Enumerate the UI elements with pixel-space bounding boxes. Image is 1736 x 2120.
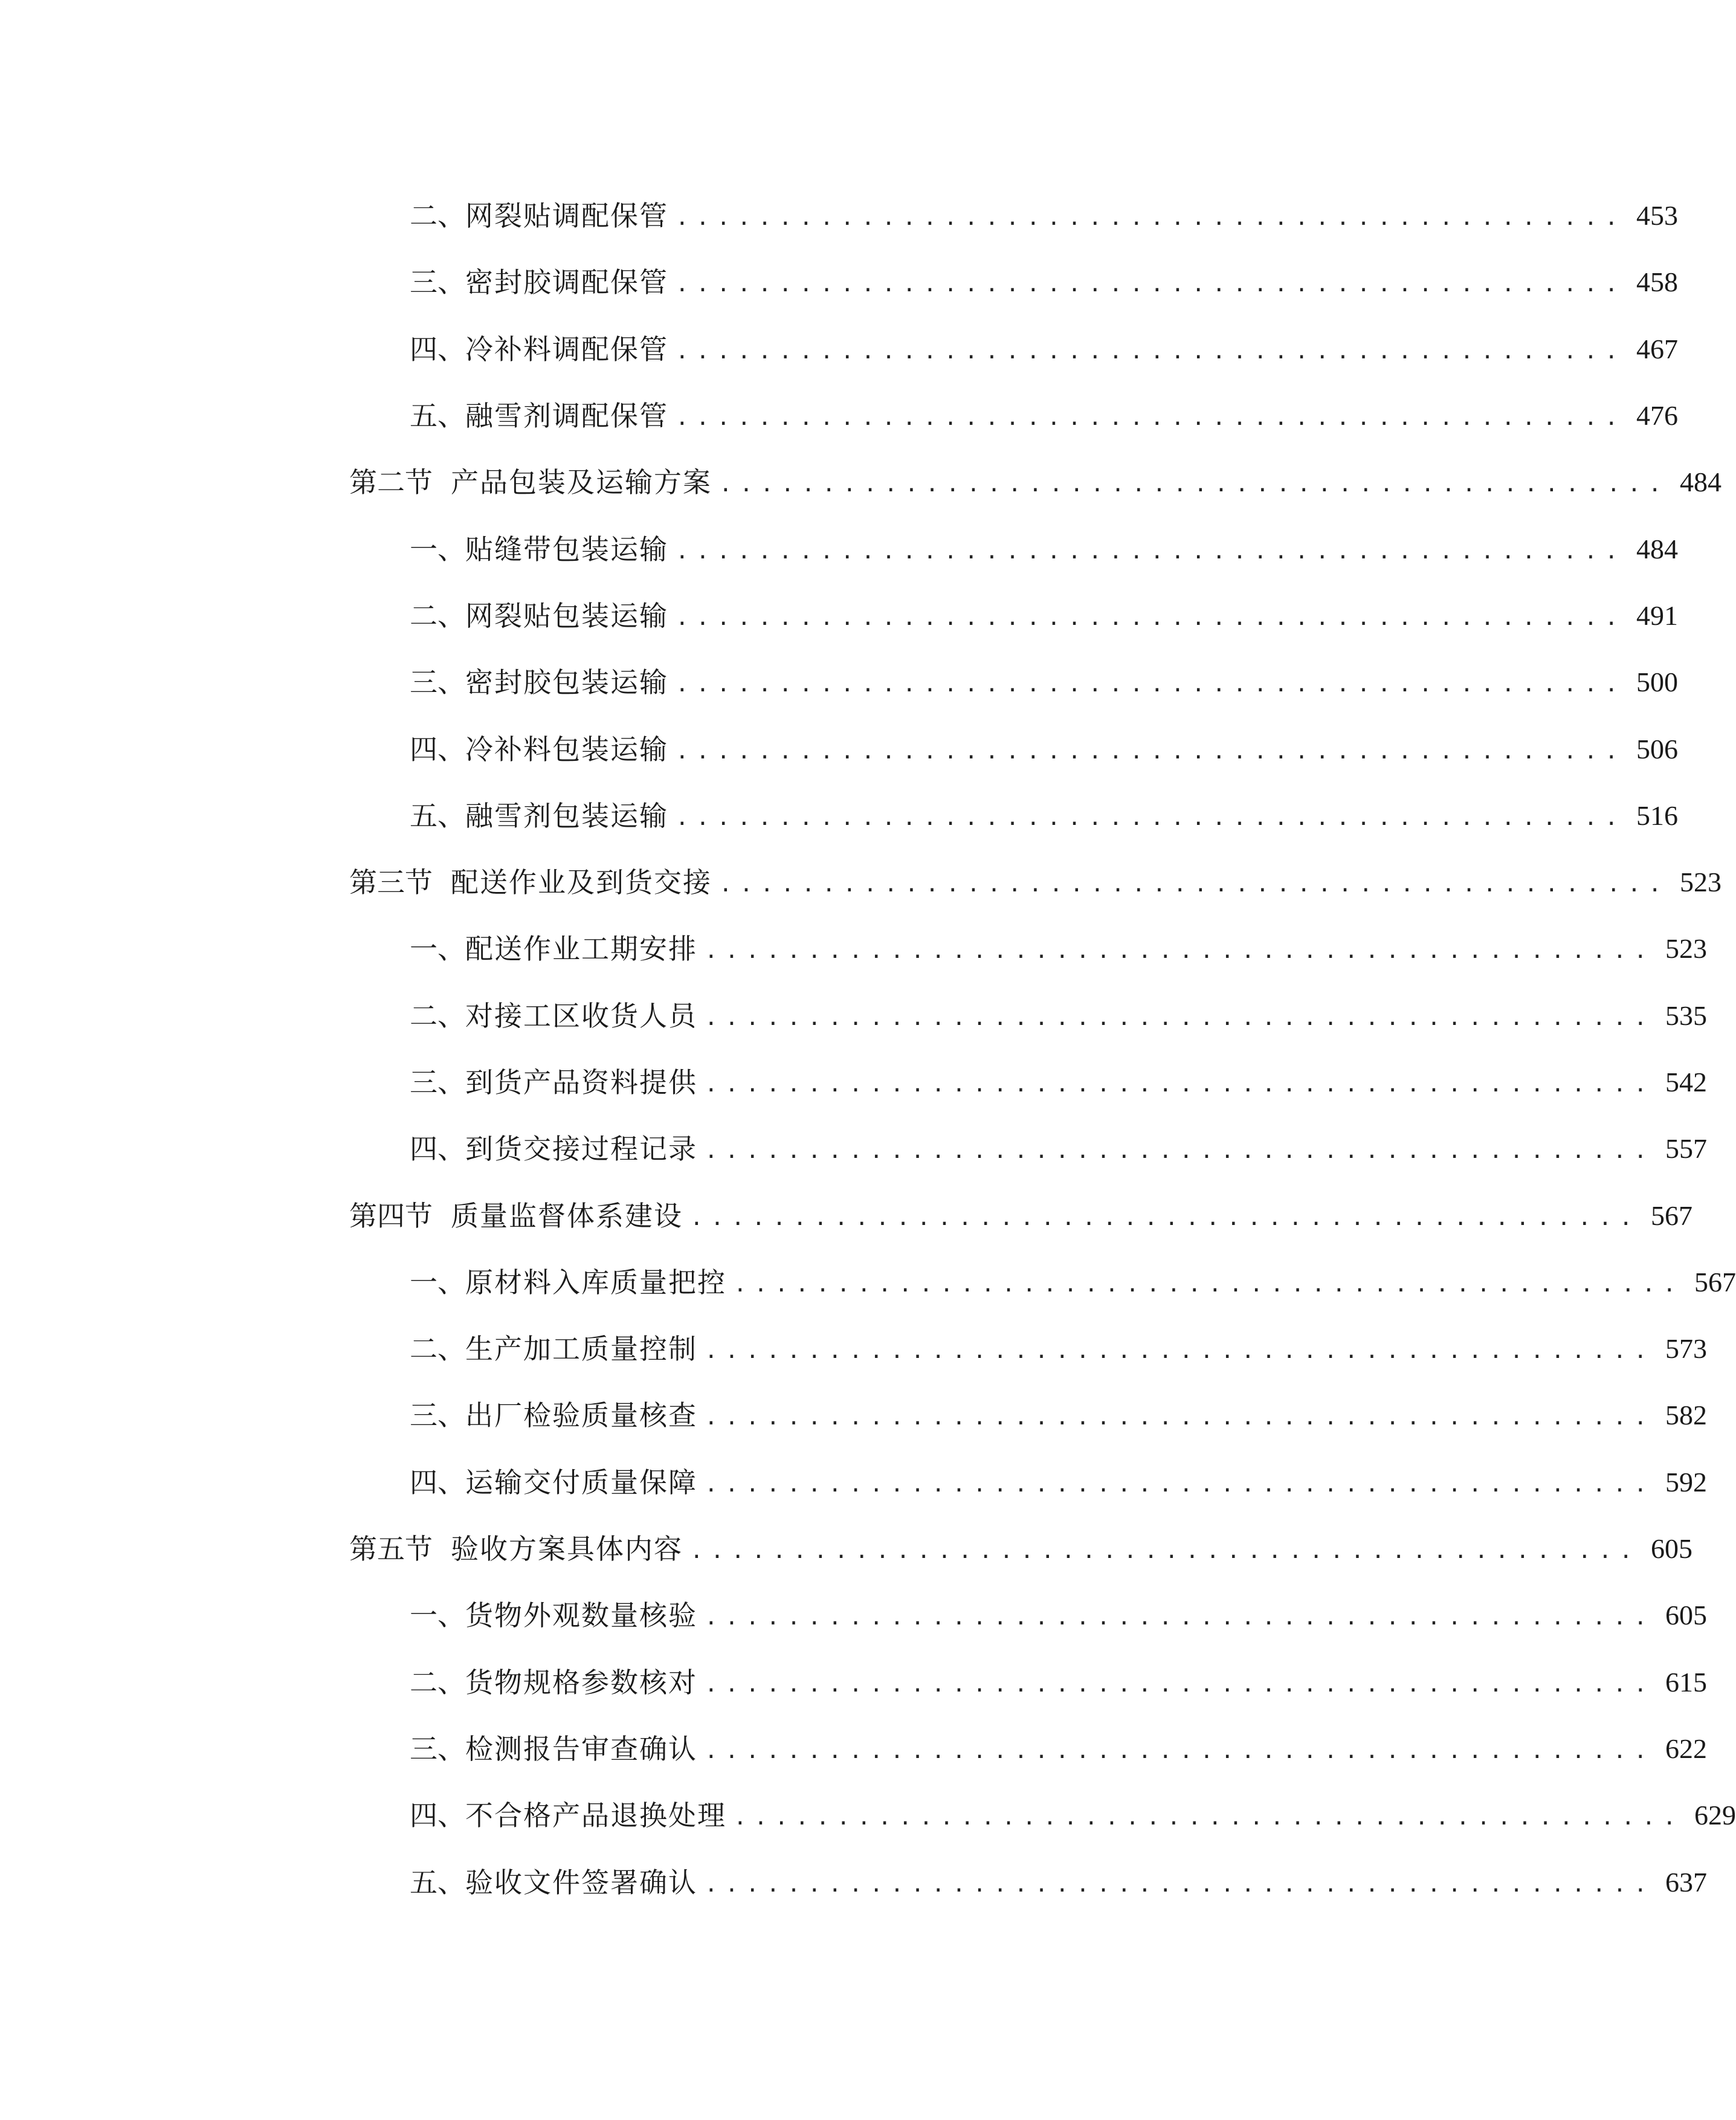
dot-leader: ..............................................: [734, 1272, 1683, 1297]
toc-entry-number: 一、: [410, 532, 465, 566]
toc-section-title: 质量监督体系建设: [451, 1199, 683, 1232]
toc-entry[interactable]: [349, 383, 1678, 449]
dot-leader: ..............................................: [705, 939, 1654, 964]
toc-entry[interactable]: [349, 983, 1707, 1049]
toc-entry[interactable]: [349, 583, 1678, 649]
toc-entry-title: 密封胶包装运输: [465, 666, 668, 699]
toc-entry-title: 密封胶调配保管: [465, 266, 668, 299]
toc-entry-page: 557: [1665, 1133, 1707, 1165]
toc-entry-number: 四、: [410, 1133, 465, 1166]
toc-entry-title: 验收文件签署确认: [465, 1866, 697, 1899]
toc-entry-page: 567: [1694, 1266, 1736, 1298]
toc-entry-page: 458: [1636, 267, 1678, 298]
toc-entry-page: 506: [1636, 733, 1678, 764]
toc-section-number: 第四节: [349, 1199, 433, 1232]
toc-section-page: 567: [1651, 1200, 1692, 1231]
toc-entry[interactable]: [349, 1649, 1707, 1716]
dot-leader: ..............................................: [705, 1672, 1654, 1697]
toc-entry[interactable]: [349, 183, 1678, 249]
dot-leader: ..............................................: [676, 672, 1625, 697]
toc-entry-number: 三、: [410, 1066, 465, 1099]
toc-entry-number: 三、: [410, 266, 465, 299]
toc-section-number: 第三节: [349, 866, 433, 899]
dot-leader: ..............................................: [676, 538, 1625, 564]
toc-entry-page: 592: [1665, 1466, 1707, 1498]
toc-entry-page: 629: [1694, 1800, 1736, 1831]
dot-leader: ..............................................: [676, 338, 1625, 364]
toc-entry-title: 网裂贴包装运输: [465, 599, 668, 632]
toc-entry-title: 融雪剂包装运输: [465, 799, 668, 832]
toc-entry[interactable]: [349, 249, 1678, 315]
toc-entry-title: 货物外观数量核验: [465, 1599, 697, 1632]
toc-entry-page: 535: [1665, 1000, 1707, 1031]
toc-entry-number: 二、: [410, 199, 465, 233]
dot-leader: ..............................................: [676, 605, 1625, 630]
toc-section-page: 523: [1680, 867, 1721, 898]
dot-leader: ..............................................: [676, 805, 1625, 830]
toc-entry-title: 不合格产品退换处理: [465, 1799, 726, 1832]
toc-entry-title: 出厂检验质量核查: [465, 1399, 697, 1432]
dot-leader: ..............................................: [705, 1005, 1654, 1030]
toc-entry-page: 467: [1636, 333, 1678, 364]
toc-entry-title: 配送作业工期安排: [465, 932, 697, 966]
dot-leader: ..............................................: [690, 1205, 1640, 1230]
toc-entry-title: 贴缝带包装运输: [465, 532, 668, 566]
toc-entry[interactable]: [349, 716, 1678, 782]
dot-leader: ..............................................: [719, 472, 1669, 497]
toc-section[interactable]: [349, 1182, 1692, 1249]
dot-leader: ..............................................: [705, 1339, 1654, 1364]
toc-entry[interactable]: [349, 1382, 1707, 1449]
toc-entry-number: 五、: [410, 799, 465, 832]
toc-entry-title: 运输交付质量保障: [465, 1466, 697, 1499]
dot-leader: ..............................................: [705, 1605, 1654, 1630]
toc-entry[interactable]: [349, 1116, 1707, 1182]
toc-entry[interactable]: [349, 1782, 1736, 1849]
dot-leader: ..............................................: [705, 1139, 1654, 1164]
toc-entry-page: 491: [1636, 599, 1678, 631]
toc-entry-number: 四、: [410, 732, 465, 766]
toc-entry-title: 冷补料调配保管: [465, 332, 668, 366]
dot-leader: ..............................................: [705, 1072, 1654, 1097]
toc-entry-number: 四、: [410, 1799, 465, 1832]
toc-entry-page: 523: [1665, 933, 1707, 965]
toc-entry-number: 二、: [410, 1666, 465, 1699]
toc-entry[interactable]: [349, 783, 1678, 849]
toc-entry-number: 三、: [410, 1399, 465, 1432]
toc-entry[interactable]: [349, 515, 1678, 582]
dot-leader: ..............................................: [676, 272, 1625, 297]
toc-section-page: 605: [1651, 1533, 1692, 1565]
dot-leader: ..............................................: [676, 205, 1625, 231]
toc-entry-page: 637: [1665, 1866, 1707, 1898]
toc-entry-title: 对接工区收货人员: [465, 999, 697, 1032]
table-of-contents: [349, 183, 1736, 1916]
toc-section-number: 第二节: [349, 466, 433, 499]
toc-entry-number: 五、: [410, 1866, 465, 1899]
toc-entry[interactable]: [349, 1316, 1707, 1382]
toc-entry[interactable]: [349, 316, 1678, 383]
dot-leader: ..............................................: [705, 1872, 1654, 1897]
toc-entry-number: 四、: [410, 332, 465, 366]
toc-entry-page: 476: [1636, 400, 1678, 431]
toc-entry-number: 三、: [410, 666, 465, 699]
toc-entry[interactable]: [349, 1582, 1707, 1649]
dot-leader: ..............................................: [705, 1405, 1654, 1430]
toc-entry-page: 622: [1665, 1733, 1707, 1764]
dot-leader: ..............................................: [734, 1805, 1683, 1831]
toc-entry-page: 516: [1636, 800, 1678, 831]
toc-entry-title: 冷补料包装运输: [465, 732, 668, 766]
toc-entry-number: 三、: [410, 1732, 465, 1765]
toc-section-page: 484: [1680, 467, 1721, 498]
toc-section[interactable]: [349, 1516, 1692, 1582]
dot-leader: ..............................................: [705, 1472, 1654, 1497]
toc-entry-number: 二、: [410, 599, 465, 632]
toc-entry-number: 一、: [410, 1265, 465, 1299]
toc-entry-page: 615: [1665, 1666, 1707, 1698]
toc-entry-page: 542: [1665, 1067, 1707, 1097]
toc-entry[interactable]: [349, 649, 1678, 716]
toc-entry-number: 一、: [410, 1599, 465, 1632]
toc-entry-title: 网裂贴调配保管: [465, 199, 668, 233]
toc-entry-title: 生产加工质量控制: [465, 1333, 697, 1366]
toc-section-title: 产品包装及运输方案: [451, 466, 712, 499]
toc-entry-page: 605: [1665, 1600, 1707, 1631]
toc-entry-number: 四、: [410, 1466, 465, 1499]
toc-entry-number: 五、: [410, 399, 465, 433]
toc-entry-title: 原材料入库质量把控: [465, 1265, 726, 1299]
toc-entry-title: 到货产品资料提供: [465, 1066, 697, 1099]
toc-entry-page: 500: [1636, 667, 1678, 698]
toc-entry-title: 到货交接过程记录: [465, 1133, 697, 1166]
toc-entry-page: 453: [1636, 200, 1678, 231]
dot-leader: ..............................................: [676, 738, 1625, 764]
toc-entry-page: 573: [1665, 1333, 1707, 1365]
toc-entry-page: 582: [1665, 1400, 1707, 1431]
toc-entry-title: 检测报告审查确认: [465, 1732, 697, 1765]
toc-entry-number: 一、: [410, 932, 465, 966]
toc-entry-page: 484: [1636, 533, 1678, 564]
toc-section-number: 第五节: [349, 1533, 433, 1566]
toc-entry[interactable]: [349, 1249, 1736, 1316]
toc-entry[interactable]: [349, 916, 1707, 982]
toc-section-title: 配送作业及到货交接: [451, 866, 712, 899]
dot-leader: ..............................................: [705, 1738, 1654, 1763]
toc-section[interactable]: [349, 449, 1721, 515]
toc-entry[interactable]: [349, 1716, 1707, 1782]
toc-entry-title: 货物规格参数核对: [465, 1666, 697, 1699]
toc-entry[interactable]: [349, 1849, 1707, 1915]
toc-entry-number: 二、: [410, 999, 465, 1032]
dot-leader: ..............................................: [719, 872, 1669, 897]
dot-leader: ..............................................: [676, 406, 1625, 431]
toc-entry-number: 二、: [410, 1333, 465, 1366]
toc-entry[interactable]: [349, 1049, 1707, 1116]
toc-entry[interactable]: [349, 1449, 1707, 1516]
toc-section[interactable]: [349, 849, 1721, 916]
toc-entry-title: 融雪剂调配保管: [465, 399, 668, 433]
toc-section-title: 验收方案具体内容: [451, 1533, 683, 1566]
dot-leader: ..............................................: [690, 1539, 1640, 1564]
